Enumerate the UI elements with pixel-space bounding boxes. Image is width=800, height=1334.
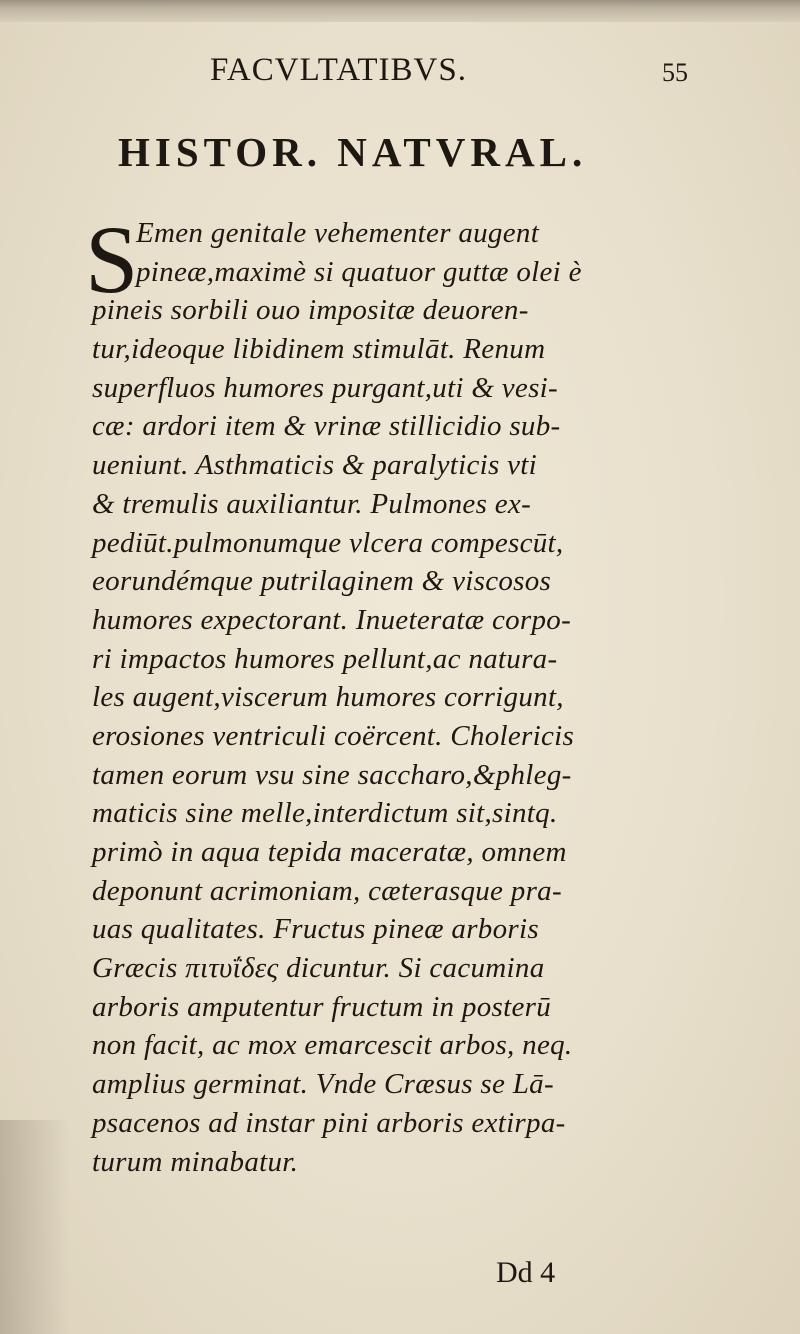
text-line: humores expectorant. Inueteratæ corpo- xyxy=(92,603,572,636)
text-line: Græcis πιτυΐδες dicuntur. Si cacumina xyxy=(92,952,545,985)
body-text xyxy=(92,214,732,1181)
text-line: Emen genitale vehementer augent xyxy=(136,217,540,249)
text-line: psacenos ad instar pini arboris extirpa- xyxy=(92,1106,566,1139)
section-heading: HISTOR. NATVRAL. xyxy=(118,129,588,175)
text-line: non facit, ac mox emarcescit arbos, neq. xyxy=(92,1029,573,1062)
page-number: 55 xyxy=(662,58,688,87)
text-line: & tremulis auxiliantur. Pulmones ex- xyxy=(92,487,532,520)
text-line: turum minabatur. xyxy=(92,1145,299,1178)
text-line: amplius germinat. Vnde Cræsus se Lā- xyxy=(92,1068,554,1101)
text-line: pineæ,maximè si quatuor guttæ olei è xyxy=(136,255,582,288)
text-line: erosiones ventriculi coërcent. Cholericis xyxy=(92,719,575,752)
text-line: superfluos humores purgant,uti & vesi- xyxy=(92,371,558,404)
text-line: primò in aqua tepida maceratæ, omnem xyxy=(92,836,567,868)
text-line: arboris amputentur fructum in posterū xyxy=(92,990,551,1023)
text-line: deponunt acrimoniam, cæterasque pra- xyxy=(92,874,562,907)
text-line: tamen eorum vsu sine saccharo,&phleg- xyxy=(92,758,572,791)
page-header xyxy=(160,52,688,92)
text-line: pineis sorbili ouo impositæ deuoren- xyxy=(92,294,529,327)
drop-initial: S xyxy=(85,206,139,313)
text-line: maticis sine melle,interdictum sit,sintq. xyxy=(92,797,558,830)
text-line: pediūt.pulmonumque vlcera compescūt, xyxy=(92,526,564,559)
page-top-edge xyxy=(0,0,800,22)
signature-mark: Dd 4 xyxy=(496,1256,556,1289)
text-line: ri impactos humores pellunt,ac natura- xyxy=(92,642,558,675)
text-line: les augent,viscerum humores corrigunt, xyxy=(92,681,564,714)
text-line: ueniunt. Asthmaticis & paralyticis vti xyxy=(92,449,538,482)
text-line: uas qualitates. Fructus pineæ arboris xyxy=(92,913,539,946)
text-line: cæ: ardori item & vrinæ stillicidio sub- xyxy=(92,410,561,443)
running-title: FACVLTATIBVS. xyxy=(210,52,467,88)
text-line: eorundémque putrilaginem & viscosos xyxy=(92,565,552,598)
page-gutter-shadow xyxy=(0,1120,70,1334)
text-line: tur,ideoque libidinem stimulāt. Renum xyxy=(92,333,546,366)
